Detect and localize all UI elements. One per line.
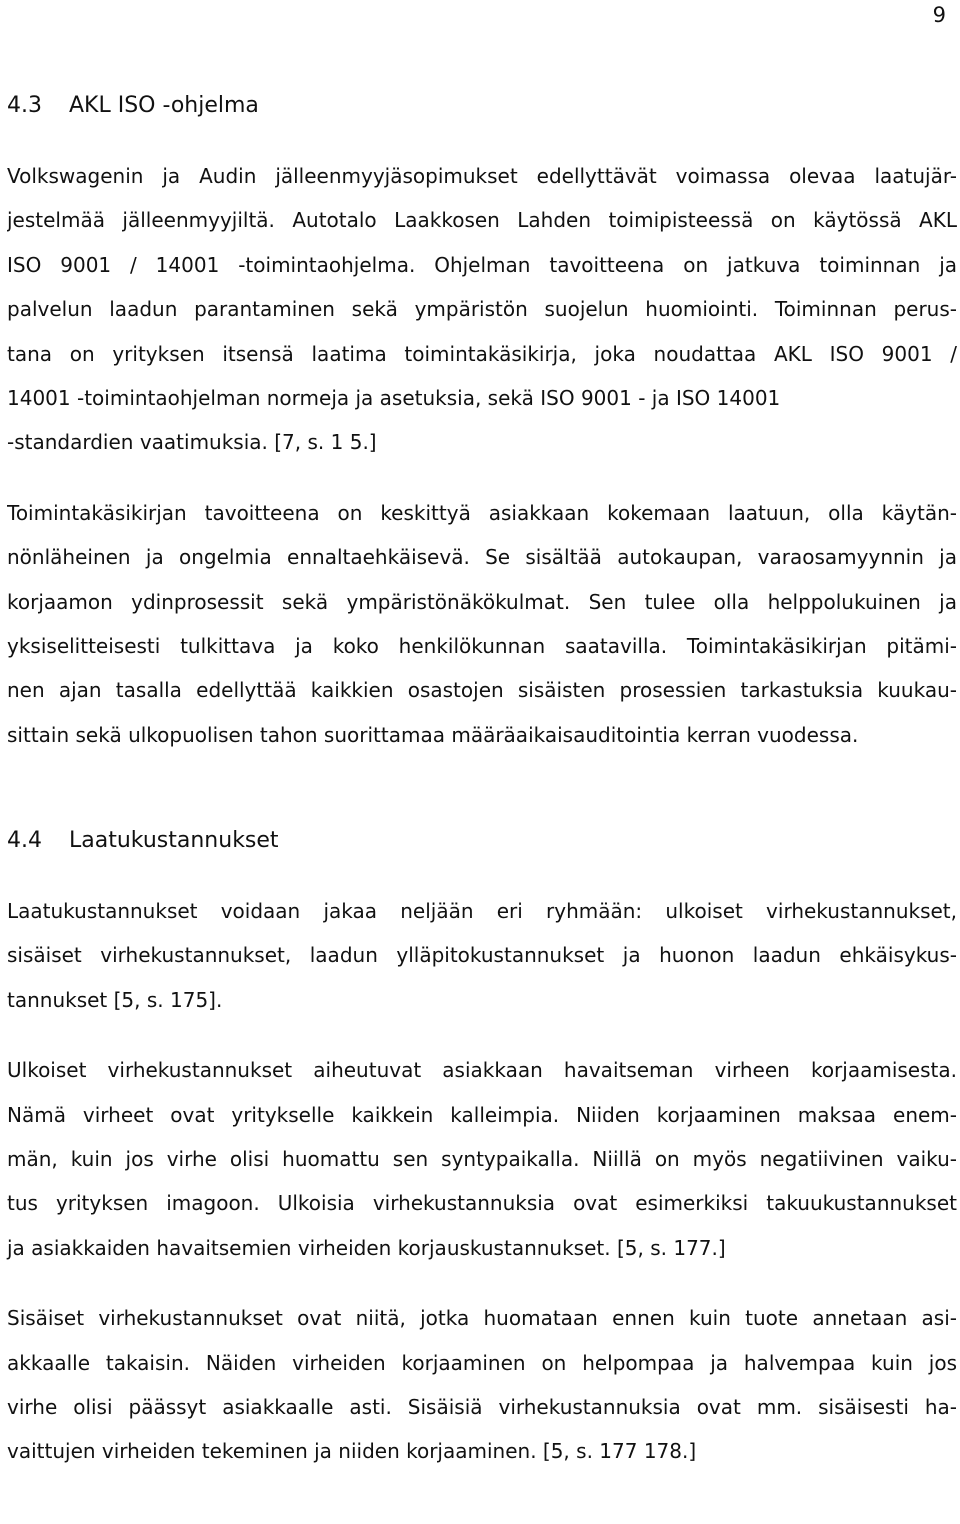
- text-line: tus yrityksen imagoon. Ulkoisia virhekustannuksia ovat esimerkiksi takuukustannukset: [7, 1191, 957, 1216]
- text-line: yksiselitteisesti tulkittava ja koko henkilökunnan saatavilla. Toimintakäsikirjan pitämi-: [7, 633, 957, 658]
- section-number: 4.4: [7, 828, 42, 854]
- section-title: Laatukustannukset: [69, 828, 279, 854]
- text-line: Laatukustannukset voidaan jakaa neljään eri ryhmään: ulkoiset virhekustannukset,: [7, 899, 957, 924]
- text-line: tannukset [5, s. 175].: [7, 987, 223, 1012]
- section-heading-4-4: [7, 819, 957, 863]
- spacer: [7, 757, 957, 819]
- text-line: virhe olisi päässyt asiakkaalle asti. Sisäisiä virhekustannuksia ovat mm. sisäisesti ha-: [7, 1394, 957, 1419]
- text-line: sittain sekä ulkopuolisen tahon suorittamaa määräaikaisauditointia kerran vuodessa.: [7, 722, 859, 747]
- text-line: 14001 -toimintaohjelman normeja ja asetuksia, sekä ISO 9001 - ja ISO 14001: [7, 385, 781, 410]
- paragraph: [7, 1296, 957, 1474]
- text-line: akkaalle takaisin. Näiden virheiden korjaaminen on helpompaa ja halvempaa kuin jos: [7, 1350, 957, 1375]
- spacer: [7, 465, 957, 491]
- text-line: jestelmää jälleenmyyjiltä. Autotalo Laakkosen Lahden toimipisteessä on käytössä AKL: [7, 208, 957, 233]
- text-line: ja asiakkaiden havaitsemien virheiden korjauskustannukset. [5, s. 177.]: [7, 1235, 726, 1260]
- text-line: ISO 9001 / 14001 -toimintaohjelma. Ohjelman tavoitteena on jatkuva toiminnan ja: [7, 252, 957, 277]
- text-line: män, kuin jos virhe olisi huomattu sen syntypaikalla. Niillä on myös negatiivinen vaiku-: [7, 1147, 957, 1172]
- text-line: korjaamon ydinprosessit sekä ympäristönäkökulmat. Sen tulee olla helppolukuinen ja: [7, 589, 957, 614]
- text-line: vaittujen virheiden tekeminen ja niiden korjaaminen. [5, s. 177 178.]: [7, 1439, 697, 1464]
- text-line: Ulkoiset virhekustannukset aiheutuvat asiakkaan havaitseman virheen korjaamisesta.: [7, 1058, 957, 1083]
- text-line: Sisäiset virhekustannukset ovat niitä, jotka huomataan ennen kuin tuote annetaan asi-: [7, 1306, 957, 1331]
- document-body: [7, 84, 957, 1474]
- paragraph: [7, 491, 957, 757]
- section-title: AKL ISO -ohjelma: [69, 93, 259, 118]
- text-line: palvelun laadun parantaminen sekä ympäristön suojelun huomiointi. Toiminnan perus-: [7, 297, 957, 322]
- spacer: [7, 128, 957, 154]
- text-line: sisäiset virhekustannukset, laadun ylläpitokustannukset ja huonon laadun ehkäisykus-: [7, 943, 957, 968]
- paragraph: [7, 889, 957, 1022]
- section-number: 4.3: [7, 93, 42, 118]
- text-line: tana on yrityksen itsensä laatima toimintakäsikirja, joka noudattaa AKL ISO 9001 /: [7, 341, 957, 366]
- text-line: Nämä virheet ovat yritykselle kaikkein kalleimpia. Niiden korjaaminen maksaa enem-: [7, 1102, 957, 1127]
- text-line: -standardien vaatimuksia. [7, s. 1 5.]: [7, 430, 377, 455]
- text-line: nen ajan tasalla edellyttää kaikkien osastojen sisäisten prosessien tarkastuksia kuukau-: [7, 678, 957, 703]
- text-line: nönläheinen ja ongelmia ennaltaehkäisevä. Se sisältää autokaupan, varaosamyynnin ja: [7, 545, 957, 570]
- section-heading-4-3: [7, 84, 957, 128]
- paragraph: [7, 154, 957, 465]
- text-line: Volkswagenin ja Audin jälleenmyyjäsopimukset edellyttävät voimassa olevaa laatujär-: [7, 164, 957, 188]
- text-line: Toimintakäsikirjan tavoitteena on keskittyä asiakkaan kokemaan laatuun, olla käytän-: [7, 500, 957, 525]
- spacer: [7, 1270, 957, 1296]
- paragraph: [7, 1048, 957, 1270]
- spacer: [7, 1022, 957, 1048]
- spacer: [7, 863, 957, 889]
- page-number: 9: [932, 3, 946, 27]
